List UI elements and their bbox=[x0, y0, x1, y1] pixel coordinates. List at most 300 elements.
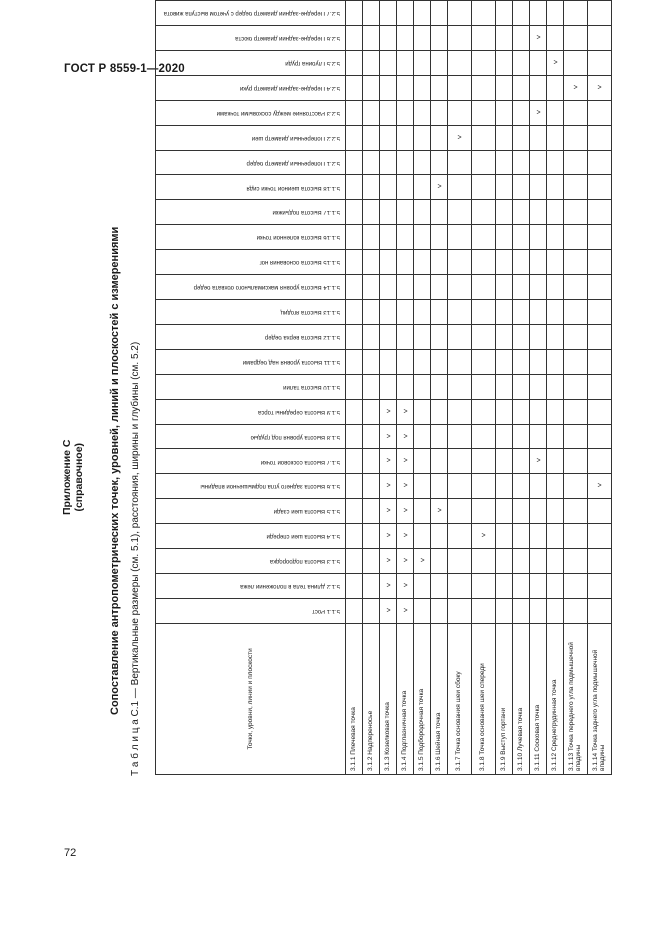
table-cell bbox=[564, 474, 588, 499]
table-cell bbox=[414, 499, 431, 524]
table-row bbox=[346, 1, 363, 775]
table-cell bbox=[380, 175, 397, 200]
check-mark: > bbox=[402, 408, 408, 416]
table-cell bbox=[397, 125, 414, 150]
table-cell bbox=[472, 499, 496, 524]
table-cell bbox=[414, 75, 431, 100]
table-cell bbox=[397, 50, 414, 75]
column-header bbox=[156, 573, 346, 598]
table-cell bbox=[513, 324, 530, 349]
check-mark: > bbox=[385, 607, 391, 615]
table-cell bbox=[547, 300, 564, 325]
table-cell bbox=[346, 524, 363, 549]
table-cell bbox=[448, 573, 472, 598]
column-header-label: 5.2.7 Передне-задний диаметр бедер с учетом выступа живота bbox=[163, 10, 340, 17]
table-cell bbox=[414, 573, 431, 598]
table-cell bbox=[431, 50, 448, 75]
table-cell bbox=[472, 275, 496, 300]
table-cell bbox=[472, 200, 496, 225]
table-cell bbox=[588, 225, 612, 250]
column-header-label: 5.1.6 Высота заднего угла подмышечной впадины bbox=[199, 483, 340, 490]
table-cell bbox=[363, 499, 380, 524]
table-cell bbox=[380, 1, 397, 26]
table-cell bbox=[564, 549, 588, 574]
table-cell bbox=[472, 250, 496, 275]
table-cell bbox=[380, 598, 397, 623]
table-cell bbox=[513, 499, 530, 524]
table-cell bbox=[397, 175, 414, 200]
column-header bbox=[156, 449, 346, 474]
table-cell bbox=[363, 424, 380, 449]
table-row bbox=[380, 1, 397, 775]
table-cell bbox=[547, 275, 564, 300]
table-cell bbox=[496, 26, 513, 51]
column-header bbox=[156, 125, 346, 150]
table-cell bbox=[397, 573, 414, 598]
table-cell bbox=[588, 399, 612, 424]
table-cell bbox=[530, 324, 547, 349]
table-cell bbox=[496, 424, 513, 449]
table-cell bbox=[397, 524, 414, 549]
table-cell bbox=[588, 573, 612, 598]
table-cell bbox=[530, 125, 547, 150]
table-cell bbox=[564, 175, 588, 200]
appendix-subtitle: (справочное) bbox=[72, 442, 85, 512]
table-cell bbox=[588, 349, 612, 374]
column-header bbox=[156, 225, 346, 250]
column-header-label: 5.1.17 Высота подъижки bbox=[271, 209, 340, 216]
table-cell bbox=[496, 300, 513, 325]
table-cell bbox=[496, 573, 513, 598]
table-cell bbox=[363, 598, 380, 623]
table-cell bbox=[530, 300, 547, 325]
table-cell bbox=[431, 275, 448, 300]
table-cell bbox=[346, 50, 363, 75]
table-cell bbox=[513, 175, 530, 200]
table-cell bbox=[588, 449, 612, 474]
table-cell bbox=[363, 200, 380, 225]
table-cell bbox=[513, 75, 530, 100]
table-cell bbox=[346, 573, 363, 598]
table-cell bbox=[530, 524, 547, 549]
table-cell bbox=[472, 324, 496, 349]
column-header-label: 5.1.15 Высота основания ног bbox=[259, 259, 340, 266]
table-cell bbox=[513, 300, 530, 325]
column-header bbox=[156, 300, 346, 325]
table-cell bbox=[530, 573, 547, 598]
table-row bbox=[530, 1, 547, 775]
table-cell bbox=[513, 26, 530, 51]
column-header bbox=[156, 474, 346, 499]
table-cell bbox=[380, 499, 397, 524]
table-cell bbox=[414, 374, 431, 399]
table-cell bbox=[496, 374, 513, 399]
column-header-label: 5.1.7 Высота сосковой точки bbox=[260, 458, 340, 465]
row-header: 3.1.14 Точка заднего угла подмышечной впадины bbox=[588, 623, 612, 774]
table-cell bbox=[346, 100, 363, 125]
table-cell bbox=[513, 474, 530, 499]
table-cell bbox=[530, 499, 547, 524]
table-cell bbox=[547, 1, 564, 26]
table-cell bbox=[363, 1, 380, 26]
table-cell bbox=[472, 150, 496, 175]
table-cell bbox=[363, 125, 380, 150]
table-cell bbox=[564, 26, 588, 51]
column-header-label: 5.1.16 Высота коленной точки bbox=[256, 234, 340, 241]
table-cell bbox=[431, 399, 448, 424]
column-header-label: 5.1.18 Высота шейной точки сидя bbox=[245, 184, 340, 191]
table-cell bbox=[414, 549, 431, 574]
table-cell bbox=[472, 75, 496, 100]
column-header bbox=[156, 75, 346, 100]
table-cell bbox=[397, 150, 414, 175]
table-cell bbox=[431, 125, 448, 150]
table-cell bbox=[380, 374, 397, 399]
table-cell bbox=[397, 300, 414, 325]
table-cell bbox=[472, 50, 496, 75]
column-header bbox=[156, 549, 346, 574]
column-header-label: 5.1.4 Высота шеи спереди bbox=[266, 533, 340, 540]
table-cell bbox=[431, 374, 448, 399]
table-cell bbox=[547, 200, 564, 225]
table-cell bbox=[346, 26, 363, 51]
table-cell bbox=[414, 349, 431, 374]
table-cell bbox=[547, 100, 564, 125]
table-cell bbox=[564, 1, 588, 26]
table-cell bbox=[588, 300, 612, 325]
row-header: 3.1.9 Выступ гортани bbox=[496, 623, 513, 774]
table-cell bbox=[363, 26, 380, 51]
column-header bbox=[156, 324, 346, 349]
table-cell bbox=[363, 50, 380, 75]
table-cell bbox=[431, 26, 448, 51]
column-header-label: 5.1.11 Высота уровня над бедрами bbox=[242, 358, 340, 365]
table-cell bbox=[588, 474, 612, 499]
table-cell bbox=[414, 399, 431, 424]
table-cell bbox=[547, 26, 564, 51]
table-cell bbox=[448, 150, 472, 175]
table-cell bbox=[547, 374, 564, 399]
table-cell bbox=[397, 499, 414, 524]
table-cell bbox=[513, 150, 530, 175]
table-cell bbox=[363, 250, 380, 275]
table-cell bbox=[513, 399, 530, 424]
table-cell bbox=[588, 275, 612, 300]
column-header bbox=[156, 374, 346, 399]
table-cell bbox=[414, 524, 431, 549]
table-cell bbox=[472, 524, 496, 549]
table-cell bbox=[496, 499, 513, 524]
table-cell bbox=[496, 75, 513, 100]
check-mark: > bbox=[385, 582, 391, 590]
table-cell bbox=[564, 275, 588, 300]
table-cell bbox=[588, 549, 612, 574]
table-cell bbox=[588, 598, 612, 623]
table-row bbox=[448, 1, 472, 775]
row-header: 3.1.7 Точка основания шеи сбоку bbox=[448, 623, 472, 774]
table-cell bbox=[431, 449, 448, 474]
table-cell bbox=[588, 150, 612, 175]
table-cell bbox=[431, 100, 448, 125]
table-cell bbox=[530, 175, 547, 200]
table-caption: Т а б л и ц а С.1 — Вертикальные размеры (см. 5.1), расстояния, ширины и глубины (см. 5.2) bbox=[130, 341, 141, 776]
table-cell bbox=[380, 150, 397, 175]
check-mark: > bbox=[436, 183, 442, 191]
table-header-row bbox=[156, 1, 346, 775]
table-cell bbox=[448, 225, 472, 250]
table-cell bbox=[346, 349, 363, 374]
table-cell bbox=[414, 424, 431, 449]
table-cell bbox=[588, 125, 612, 150]
table-cell bbox=[513, 449, 530, 474]
table-cell bbox=[397, 449, 414, 474]
table-cell bbox=[448, 250, 472, 275]
table-cell bbox=[513, 598, 530, 623]
table-cell bbox=[431, 598, 448, 623]
table-cell bbox=[513, 374, 530, 399]
column-header bbox=[156, 349, 346, 374]
column-header bbox=[156, 275, 346, 300]
corner-header: Точки, уровни, линии и плоскости bbox=[156, 623, 346, 774]
table-cell bbox=[564, 598, 588, 623]
table-cell bbox=[564, 75, 588, 100]
table-cell bbox=[431, 175, 448, 200]
table-cell bbox=[414, 324, 431, 349]
column-header bbox=[156, 1, 346, 26]
column-header bbox=[156, 150, 346, 175]
appendix-title: Приложение С bbox=[61, 439, 73, 515]
table-cell bbox=[414, 1, 431, 26]
row-header: 3.1.8 Точка основания шеи спереди bbox=[472, 623, 496, 774]
table-cell bbox=[397, 100, 414, 125]
table-cell bbox=[363, 275, 380, 300]
table-cell bbox=[448, 549, 472, 574]
column-header bbox=[156, 100, 346, 125]
table-cell bbox=[564, 399, 588, 424]
table-cell bbox=[363, 399, 380, 424]
row-header: 3.1.2 Надпереносье bbox=[363, 623, 380, 774]
table-cell bbox=[472, 300, 496, 325]
table-cell bbox=[530, 424, 547, 449]
table-cell bbox=[380, 225, 397, 250]
table-cell bbox=[472, 26, 496, 51]
table-cell bbox=[588, 499, 612, 524]
table-cell bbox=[448, 100, 472, 125]
check-mark: > bbox=[385, 532, 391, 540]
table-cell bbox=[496, 549, 513, 574]
table-cell bbox=[513, 1, 530, 26]
table-cell bbox=[564, 100, 588, 125]
column-header bbox=[156, 200, 346, 225]
table-cell bbox=[472, 1, 496, 26]
table-cell bbox=[397, 374, 414, 399]
column-header bbox=[156, 250, 346, 275]
table-cell bbox=[363, 150, 380, 175]
table-cell bbox=[547, 499, 564, 524]
table-cell bbox=[448, 75, 472, 100]
table-cell bbox=[530, 250, 547, 275]
row-header: 3.1.10 Лучевая точка bbox=[513, 623, 530, 774]
check-mark: > bbox=[535, 457, 541, 465]
table-cell bbox=[397, 200, 414, 225]
table-cell bbox=[448, 374, 472, 399]
table-cell bbox=[547, 250, 564, 275]
column-header-label: 5.1.14 Высота уровня максимального обхвата бедер bbox=[193, 284, 340, 291]
check-mark: > bbox=[385, 433, 391, 440]
check-mark: > bbox=[385, 482, 391, 490]
table-cell bbox=[380, 474, 397, 499]
table-cell bbox=[530, 26, 547, 51]
row-header: 3.1.4 Подглазничная точка bbox=[397, 623, 414, 774]
table-cell bbox=[431, 549, 448, 574]
table-cell bbox=[588, 50, 612, 75]
table-cell bbox=[363, 449, 380, 474]
table-cell bbox=[448, 125, 472, 150]
table-cell bbox=[380, 449, 397, 474]
column-header-label: 5.1.9 Высота середины торса bbox=[257, 408, 340, 415]
table-cell bbox=[380, 424, 397, 449]
table-cell bbox=[588, 100, 612, 125]
table-cell bbox=[380, 75, 397, 100]
table-cell bbox=[588, 424, 612, 449]
table-cell bbox=[414, 50, 431, 75]
column-header-label: 5.1.3 Высота подбородка bbox=[269, 558, 340, 565]
table-cell bbox=[380, 349, 397, 374]
table-cell bbox=[346, 225, 363, 250]
table-cell bbox=[530, 474, 547, 499]
table-cell bbox=[530, 598, 547, 623]
check-mark: > bbox=[402, 457, 408, 465]
table-cell bbox=[530, 75, 547, 100]
table-cell bbox=[472, 225, 496, 250]
table-cell bbox=[564, 150, 588, 175]
document-header: ГОСТ Р 8559-1—2020 bbox=[64, 63, 185, 75]
table-cell bbox=[380, 324, 397, 349]
table-cell bbox=[448, 449, 472, 474]
table-cell bbox=[363, 324, 380, 349]
table-cell bbox=[346, 399, 363, 424]
table-cell bbox=[513, 200, 530, 225]
table-cell bbox=[346, 300, 363, 325]
column-header-label: 5.1.12 Высота верха бедер bbox=[264, 334, 340, 341]
table-cell bbox=[431, 474, 448, 499]
table-cell bbox=[380, 549, 397, 574]
table-cell bbox=[346, 549, 363, 574]
check-mark: > bbox=[481, 532, 486, 540]
table-cell bbox=[414, 150, 431, 175]
row-header: 3.1.3 Козелковая точка bbox=[380, 623, 397, 774]
column-header-label: 5.2.6 Передне-задний диаметр бюста bbox=[234, 35, 340, 42]
table-cell bbox=[431, 75, 448, 100]
table-cell bbox=[363, 549, 380, 574]
table-cell bbox=[414, 225, 431, 250]
table-cell bbox=[513, 349, 530, 374]
table-cell bbox=[397, 275, 414, 300]
check-mark: > bbox=[402, 582, 408, 590]
table-cell bbox=[496, 175, 513, 200]
row-header: 3.1.1 Плечевая точка bbox=[346, 623, 363, 774]
table-cell bbox=[547, 50, 564, 75]
table-cell bbox=[588, 524, 612, 549]
table-cell bbox=[346, 250, 363, 275]
table-cell bbox=[448, 524, 472, 549]
check-mark: > bbox=[573, 84, 578, 92]
column-header bbox=[156, 50, 346, 75]
table-cell bbox=[530, 349, 547, 374]
check-mark: > bbox=[402, 507, 408, 515]
table-cell bbox=[564, 499, 588, 524]
table-cell bbox=[472, 424, 496, 449]
table-cell bbox=[496, 150, 513, 175]
table-row bbox=[397, 1, 414, 775]
row-header: 3.1.11 Сосковая точка bbox=[530, 623, 547, 774]
table-cell bbox=[448, 275, 472, 300]
table-cell bbox=[564, 573, 588, 598]
table-cell bbox=[380, 250, 397, 275]
column-header-label: 5.1.10 Высота талии bbox=[282, 383, 340, 390]
table-cell bbox=[414, 175, 431, 200]
table-cell bbox=[380, 125, 397, 150]
table-cell bbox=[363, 524, 380, 549]
table-cell bbox=[363, 100, 380, 125]
table-cell bbox=[380, 573, 397, 598]
table-cell bbox=[547, 449, 564, 474]
table-cell bbox=[363, 474, 380, 499]
column-header bbox=[156, 524, 346, 549]
table-cell bbox=[431, 225, 448, 250]
table-cell bbox=[564, 424, 588, 449]
table-cell bbox=[363, 349, 380, 374]
table-cell bbox=[496, 275, 513, 300]
table-cell bbox=[513, 275, 530, 300]
check-mark: > bbox=[402, 532, 408, 540]
table-row bbox=[564, 1, 588, 775]
table-cell bbox=[363, 175, 380, 200]
table-cell bbox=[414, 598, 431, 623]
table-cell bbox=[513, 524, 530, 549]
table-cell bbox=[496, 125, 513, 150]
table-cell bbox=[530, 449, 547, 474]
table-cell bbox=[363, 225, 380, 250]
table-cell bbox=[588, 175, 612, 200]
table-cell bbox=[472, 349, 496, 374]
table-cell bbox=[448, 1, 472, 26]
table-cell bbox=[380, 100, 397, 125]
appendix-heading bbox=[62, 439, 85, 515]
table-row bbox=[472, 1, 496, 775]
table-cell bbox=[431, 300, 448, 325]
table-cell bbox=[564, 449, 588, 474]
check-mark: > bbox=[419, 557, 425, 565]
check-mark: > bbox=[552, 59, 558, 67]
column-header bbox=[156, 175, 346, 200]
column-header-label: 5.1.5 Высота шеи сзади bbox=[273, 508, 340, 515]
table-cell bbox=[564, 374, 588, 399]
table-cell bbox=[414, 250, 431, 275]
table-cell bbox=[496, 399, 513, 424]
check-mark: > bbox=[436, 507, 442, 515]
table-cell bbox=[397, 549, 414, 574]
table-cell bbox=[513, 50, 530, 75]
table-cell bbox=[448, 474, 472, 499]
table-cell bbox=[431, 1, 448, 26]
table-cell bbox=[346, 150, 363, 175]
table-cell bbox=[496, 225, 513, 250]
table-cell bbox=[397, 225, 414, 250]
table-cell bbox=[431, 250, 448, 275]
column-header-label: 5.2.1 Поперечный диаметр бедер bbox=[246, 159, 340, 166]
table-cell bbox=[547, 573, 564, 598]
